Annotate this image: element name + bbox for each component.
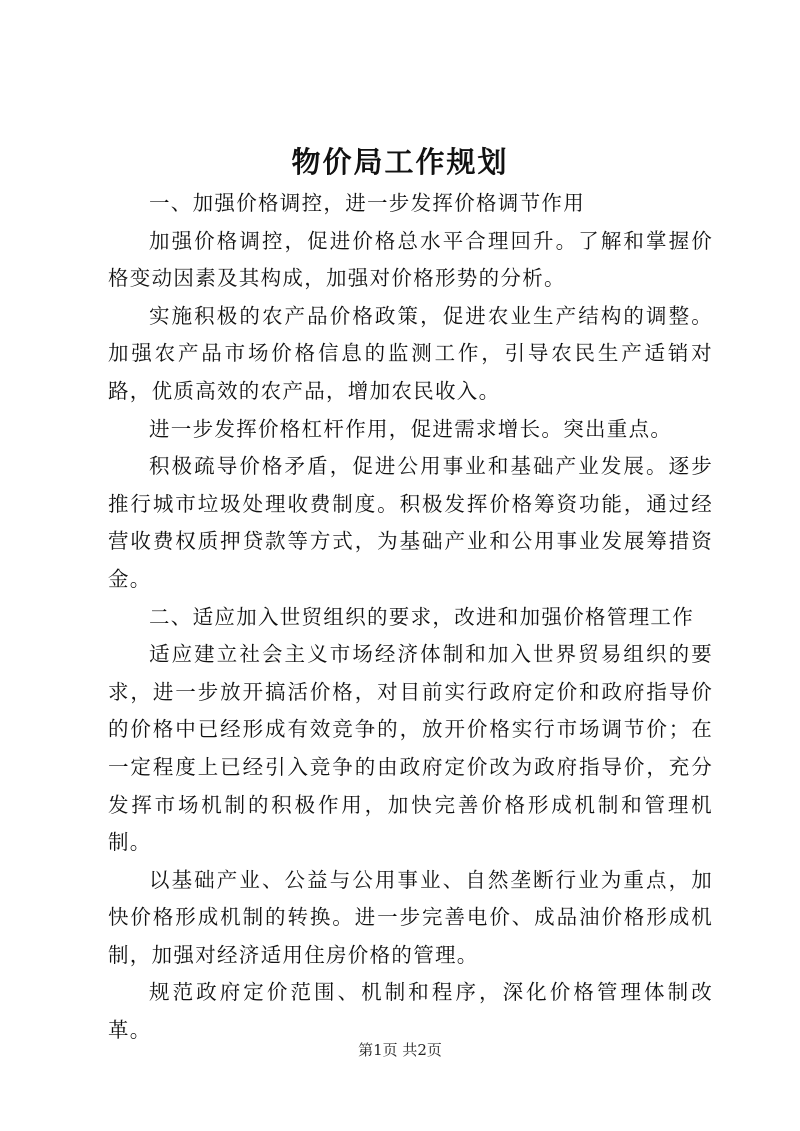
paragraph: 规范政府定价范围、机制和程序，深化价格管理体制改革。 (108, 980, 713, 1043)
section-heading-1: 一、加强价格调控，进一步发挥价格调节作用 (149, 191, 585, 215)
paragraph: 加强价格调控，促进价格总水平合理回升。了解和掌握价格变动因素及其构成，加强对价格形势的分析。 (108, 228, 713, 291)
paragraph: 适应建立社会主义市场经济体制和加入世界贸易组织的要求，进一步放开搞活价格，对目前实行政府定价和政府指导价的价格中已经形成有效竞争的，放开价格实行市场调节价；在一定程度上已经引入竞争的由政府定价改为政府指导价，充分发挥市场机制的积极作用，加快完善价格形成机制和管理机制。 (108, 642, 713, 855)
paragraph: 积极疏导价格矛盾，促进公用事业和基础产业发展。逐步推行城市垃圾处理收费制度。积极发挥价格筹资功能，通过经营收费权质押贷款等方式，为基础产业和公用事业发展筹措资金。 (108, 454, 713, 591)
document-body (108, 185, 713, 1050)
paragraph: 进一步发挥价格杠杆作用，促进需求增长。突出重点。 (149, 416, 673, 441)
paragraph: 实施积极的农产品价格政策，促进农业生产结构的调整。加强农产品市场价格信息的监测工作，引导农民生产适销对路，优质高效的农产品，增加农民收入。 (108, 303, 713, 403)
page-footer: 第1页 共2页 (358, 1041, 442, 1059)
document-title: 物价局工作规划 (291, 145, 509, 179)
paragraph: 以基础产业、公益与公用事业、自然垄断行业为重点，加快价格形成机制的转换。进一步完善电价、成品油价格形成机制，加强对经济适用住房价格的管理。 (108, 867, 713, 967)
section-heading-2: 二、适应加入世贸组织的要求，改进和加强价格管理工作 (149, 604, 694, 629)
